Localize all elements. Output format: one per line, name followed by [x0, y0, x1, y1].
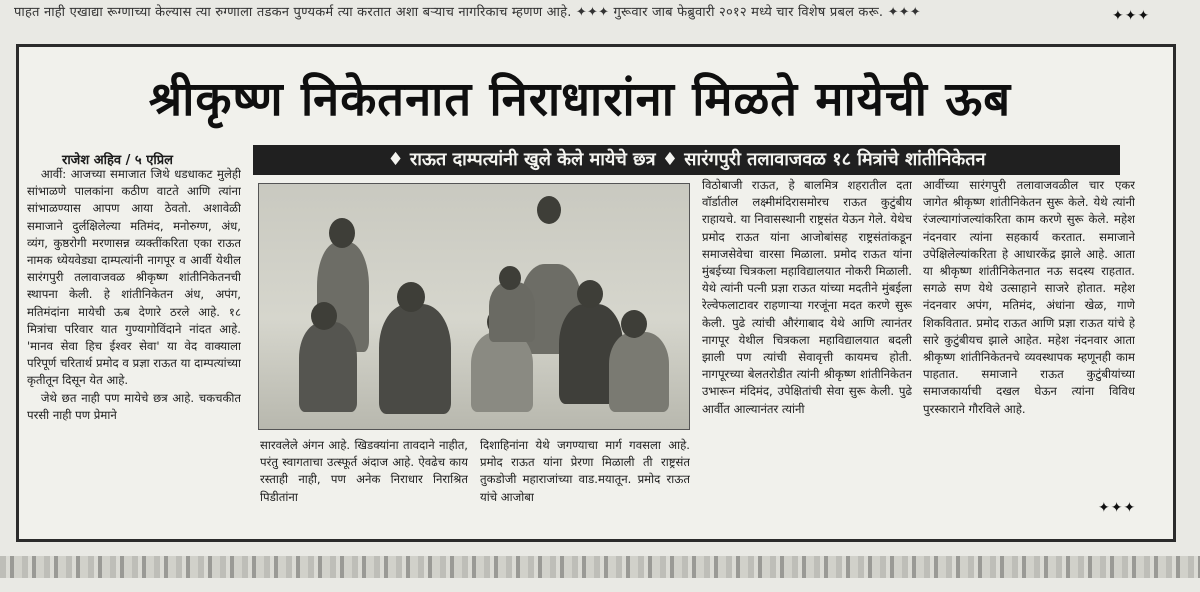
page-edge-strip [0, 556, 1200, 578]
column-3-text: दिशाहिनांना येथे जगण्याचा मार्ग गवसला आहे. प्रमोद राऊत यांना प्रेरणा मिळाली ती राष्ट्रसंत तुकडोजी महाराजांच्या वाड.मयातून. प्रमोद राऊत यांचे आजोबा [480, 438, 690, 504]
article-end-mark: ✦✦✦ [1098, 500, 1137, 516]
column-4-text: विठोबाजी राऊत, हे बालमित्र शहरातील दता वॉर्डातील लक्ष्मीमंदिरासमोरच राऊत कुटुंबीय राहायचे. या निवासस्थानी राष्ट्रसंत येऊन गेले. येथेच प्रमोद राऊत यांना आजोबांसह राष्ट्रसंतांकडून समाजसेवेचा वारसा मिळाला. प्रमोद राऊत यांना मुंबईच्या चित्रकला महाविद्यालयात नोकरी मिळाली. येथे त्यांनी पत्नी प्रज्ञा राऊत यांच्या मदतीने मुंबईला रेल्वेफलाटावर राहणाऱ्या गरजूंना मदत करणे सुरू केली. पुढे त्यांची औरंगाबाद येथे आणि त्यानंतर नागपूर येथील चित्रकला महाविद्यालयात बदली झाली पण त्यांची सेवावृत्ती कायमच होती. नागपूरच्या बेलतरोडीत त्यांनी श्रीकृष्ण शांतीनिकेतन उभारून मंदिमंद, उपेक्षितांची सेवा सुरू केली. पुढे आर्वीत आल्यानंतर त्यांनी [702, 178, 912, 416]
column-5 [923, 177, 1135, 523]
column-5-text: आर्वीच्या सारंगपुरी तलावाजवळील चार एकर जागेत श्रीकृष्ण शांतीनिकेतन सुरू केले. येथे त्यांनी रंजल्यागांजल्यांकरिता काम करणे सुरू केले. महेश नंदनवार त्यांना सहकार्य करतात. समाजाने उपेक्षिलेल्यांकरिता हे आधारकेंद्र झाले आहे. आता या श्रीकृष्ण शांतीनिकेतनात नऊ सदस्य राहतात. सगळे सण येथे उत्साहाने साजरे होतात. महेश नंदनवार अपंग, मतिमंद, अंधांना खेळ, गाणे शिकवितात. प्रमोद राऊत आणि प्रज्ञा राऊत यांचे हे सारे कुटुंबीयच झाले आहेत. महेश नंदनवार आता श्रीकृष्ण शांतीनिकेतनचे व्यवस्थापक म्हणूनही काम पाहतात. समाजाने राऊत कुटुंबीयांच्या समाजकार्याची दखल घेऊन त्यांना विविध पुरस्काराने गौरविले आहे. [923, 178, 1135, 416]
column-3 [480, 437, 690, 523]
column-1-paragraph-2: जेथे छत नाही पण मायेचे छत्र आहे. चकचकीत परसी नाही पण प्रेमाने [27, 390, 241, 422]
group-photo [258, 183, 690, 430]
previous-article-strip: पाहत नाही एखाद्या रूग्णाच्या केल्यास त्या रुग्णाला तडकन पुण्यकर्म त्या करतात अशा बऱ्याच नागरिकाच म्हणण आहे. ✦✦✦ गुरूवार जाब फेब्रुवारी २०१२ मध्ये चार विशेष प्रबल करू. ✦✦✦ [14, 5, 921, 20]
column-2-text: सारवलेले अंगन आहे. खिडक्यांना तावदाने नाहीत, परंतु स्वागताचा उत्स्फूर्त अंदाज आहे. ऐवढेच काय रस्ताही नाही, पण अनेक निराधार निराश्रित पिडीतांना [260, 438, 468, 504]
headline: श्रीकृष्ण निकेतनात निराधारांना मिळते मायेची ऊब [148, 72, 1012, 127]
byline: राजेश अहिव / ५ एप्रिल [62, 153, 173, 168]
subheading-bar: ♦ राऊत दाम्पत्यांनी खुले केले मायेचे छत्र ♦ सारंगपुरी तलावाजवळ १८ मित्रांचे शांतीनिकेतन [253, 145, 1120, 175]
column-1-paragraph-1: आर्वी: आजच्या समाजात जिथे धडधाकट मुलेही सांभाळणे पालकांना कठीण वाटते आणि त्यांना सांभाळण्यास आपण आया ठेवतो. अशावेळी समाजाने दुर्लक्षिलेल्या मतिमंद, मनोरुग्ण, अंध, व्यंग, कुष्ठरोगी मरणासन्न व्यक्तींकरिता एका राऊत नामक ध्येयवेड्या दाम्पत्यांनी नागपूर व आर्वी येथील सारंगपुरी तलावाजवळ श्रीकृष्ण शांतीनिकेतनची स्थापना केली. हे शांतीनिकेतन अंध, अपंग, मतिमंदांना मायेची ऊब देणारे ठरले आहे. १८ मित्रांचा परिवार यात गुण्यागोविंदाने नांदत आहे. 'मानव सेवा हिच ईश्वर सेवा' या वेद वाक्याला परिपूर्ण चरितार्थ प्रमोद व प्रज्ञा राऊत या दाम्पत्यांच्या कृतीतून दिसून येत आहे. [27, 167, 241, 388]
column-4 [702, 177, 912, 523]
top-end-mark: ✦✦✦ [1112, 8, 1151, 24]
column-2 [260, 437, 468, 523]
column-1 [27, 166, 241, 522]
